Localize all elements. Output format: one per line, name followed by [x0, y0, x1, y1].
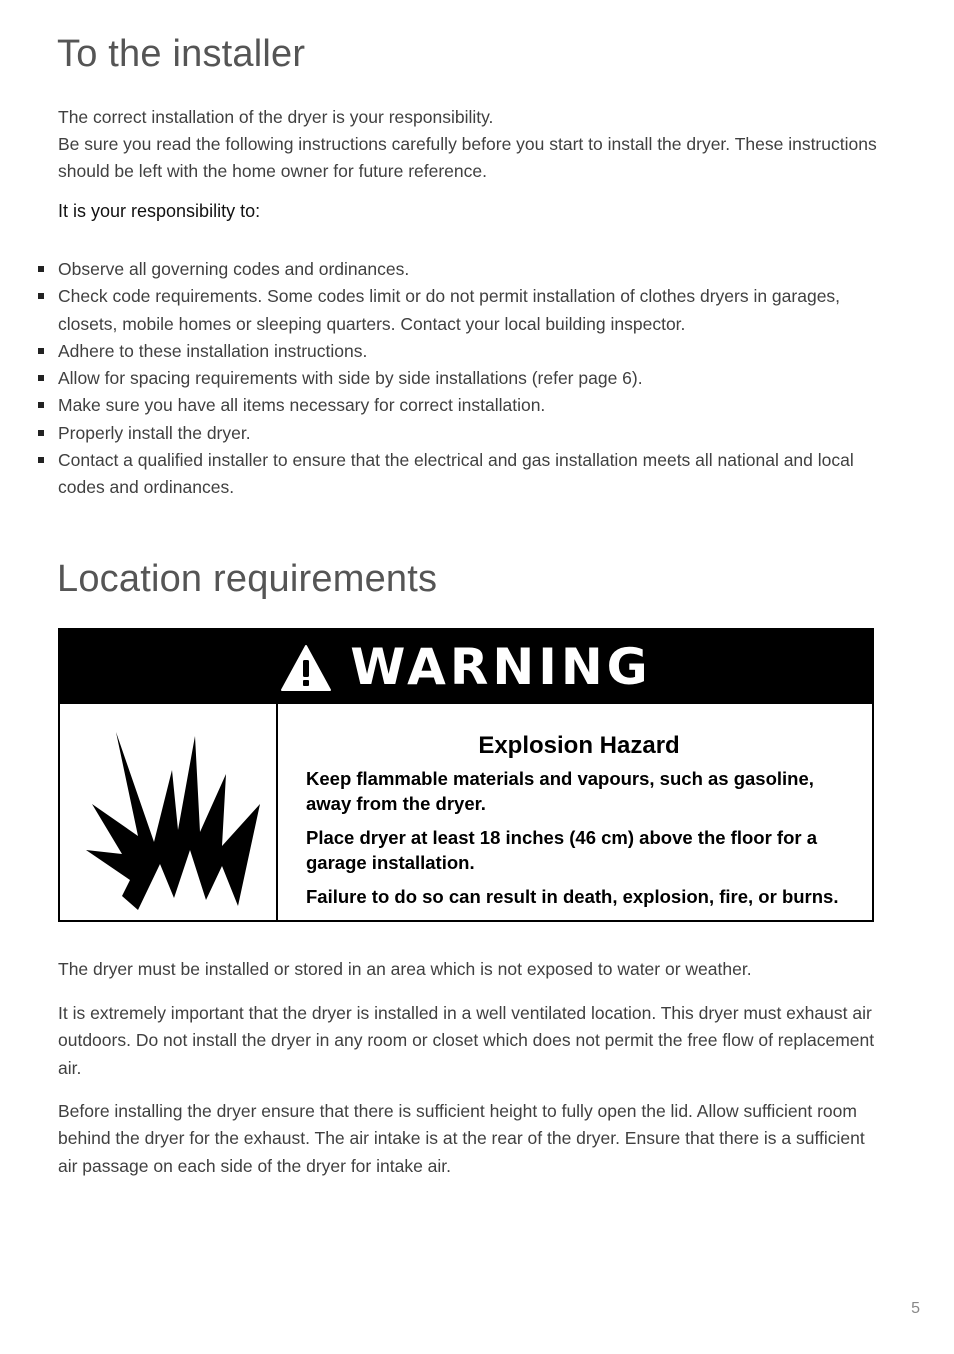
warning-label: WARNING	[350, 638, 652, 696]
list-item	[38, 420, 868, 447]
warning-line: Keep flammable materials and vapours, such as gasoline, away from the dryer.	[306, 768, 814, 814]
bullet-square-icon	[38, 375, 44, 381]
bullet-square-icon	[38, 293, 44, 299]
intro-line: The correct installation of the dryer is your responsibility.	[58, 107, 494, 127]
warning-triangle-icon	[280, 644, 332, 692]
list-item-text: Properly install the dryer.	[58, 422, 251, 443]
list-item-text: Check code requirements. Some codes limit or do not permit installation of clothes dryers in garages, closets, mobile homes or sleeping quarters. Contact your local building inspector.	[58, 286, 841, 334]
section-title-location: Location requirements	[57, 558, 438, 600]
bullet-square-icon	[38, 457, 44, 463]
section-title-installer: To the installer	[57, 33, 306, 75]
warning-line: Place dryer at least 18 inches (46 cm) above the floor for a garage installation.	[306, 827, 818, 873]
responsibility-list	[38, 256, 868, 502]
list-item	[38, 365, 868, 392]
warning-line: Failure to do so can result in death, explosion, fire, or burns.	[306, 886, 839, 907]
list-item	[38, 283, 868, 338]
intro-text	[58, 104, 878, 185]
warning-body	[60, 704, 872, 920]
bullet-square-icon	[38, 348, 44, 354]
bullet-square-icon	[38, 402, 44, 408]
list-item-text: Allow for spacing requirements with side by side installations (refer page 6).	[58, 368, 643, 389]
responsibility-subheading: It is your responsibility to:	[58, 201, 261, 221]
explosion-icon	[82, 730, 262, 912]
intro-line: Be sure you read the following instructions carefully before you start to install the dryer. These instructions should be left with the home owner for future reference.	[58, 134, 877, 181]
bullet-square-icon	[38, 266, 44, 272]
warning-box	[58, 628, 874, 922]
bullet-square-icon	[38, 430, 44, 436]
warning-text	[278, 704, 872, 920]
location-paragraph: Before installing the dryer ensure that there is sufficient height to fully open the lid. Allow sufficient room behind the dryer for the exhaust. The air intake is at the rear of the dryer. Ensure that there is a sufficient air passage on each side of the dryer for intake air.	[58, 1101, 865, 1176]
list-item	[38, 338, 868, 365]
hazard-title: Explosion Hazard	[478, 732, 680, 759]
list-item-text: Contact a qualified installer to ensure that the electrical and gas installation meets all national and local codes and ordinances.	[58, 450, 854, 498]
location-paragraph: It is extremely important that the dryer is installed in a well ventilated location. This dryer must exhaust air outdoors. Do not install the dryer in any room or closet which does not permit the free flow of replacement air.	[58, 1003, 875, 1078]
list-item-text: Make sure you have all items necessary for correct installation.	[58, 395, 546, 416]
list-item	[38, 256, 868, 283]
list-item	[38, 392, 868, 419]
warning-pictogram	[60, 704, 278, 920]
list-item-text: Adhere to these installation instructions.	[58, 340, 368, 361]
list-item-text: Observe all governing codes and ordinances.	[58, 259, 410, 279]
list-item	[38, 447, 868, 502]
page-number: 5	[911, 1300, 920, 1317]
location-paragraph: The dryer must be installed or stored in an area which is not exposed to water or weather.	[58, 959, 752, 979]
warning-header	[60, 630, 872, 704]
